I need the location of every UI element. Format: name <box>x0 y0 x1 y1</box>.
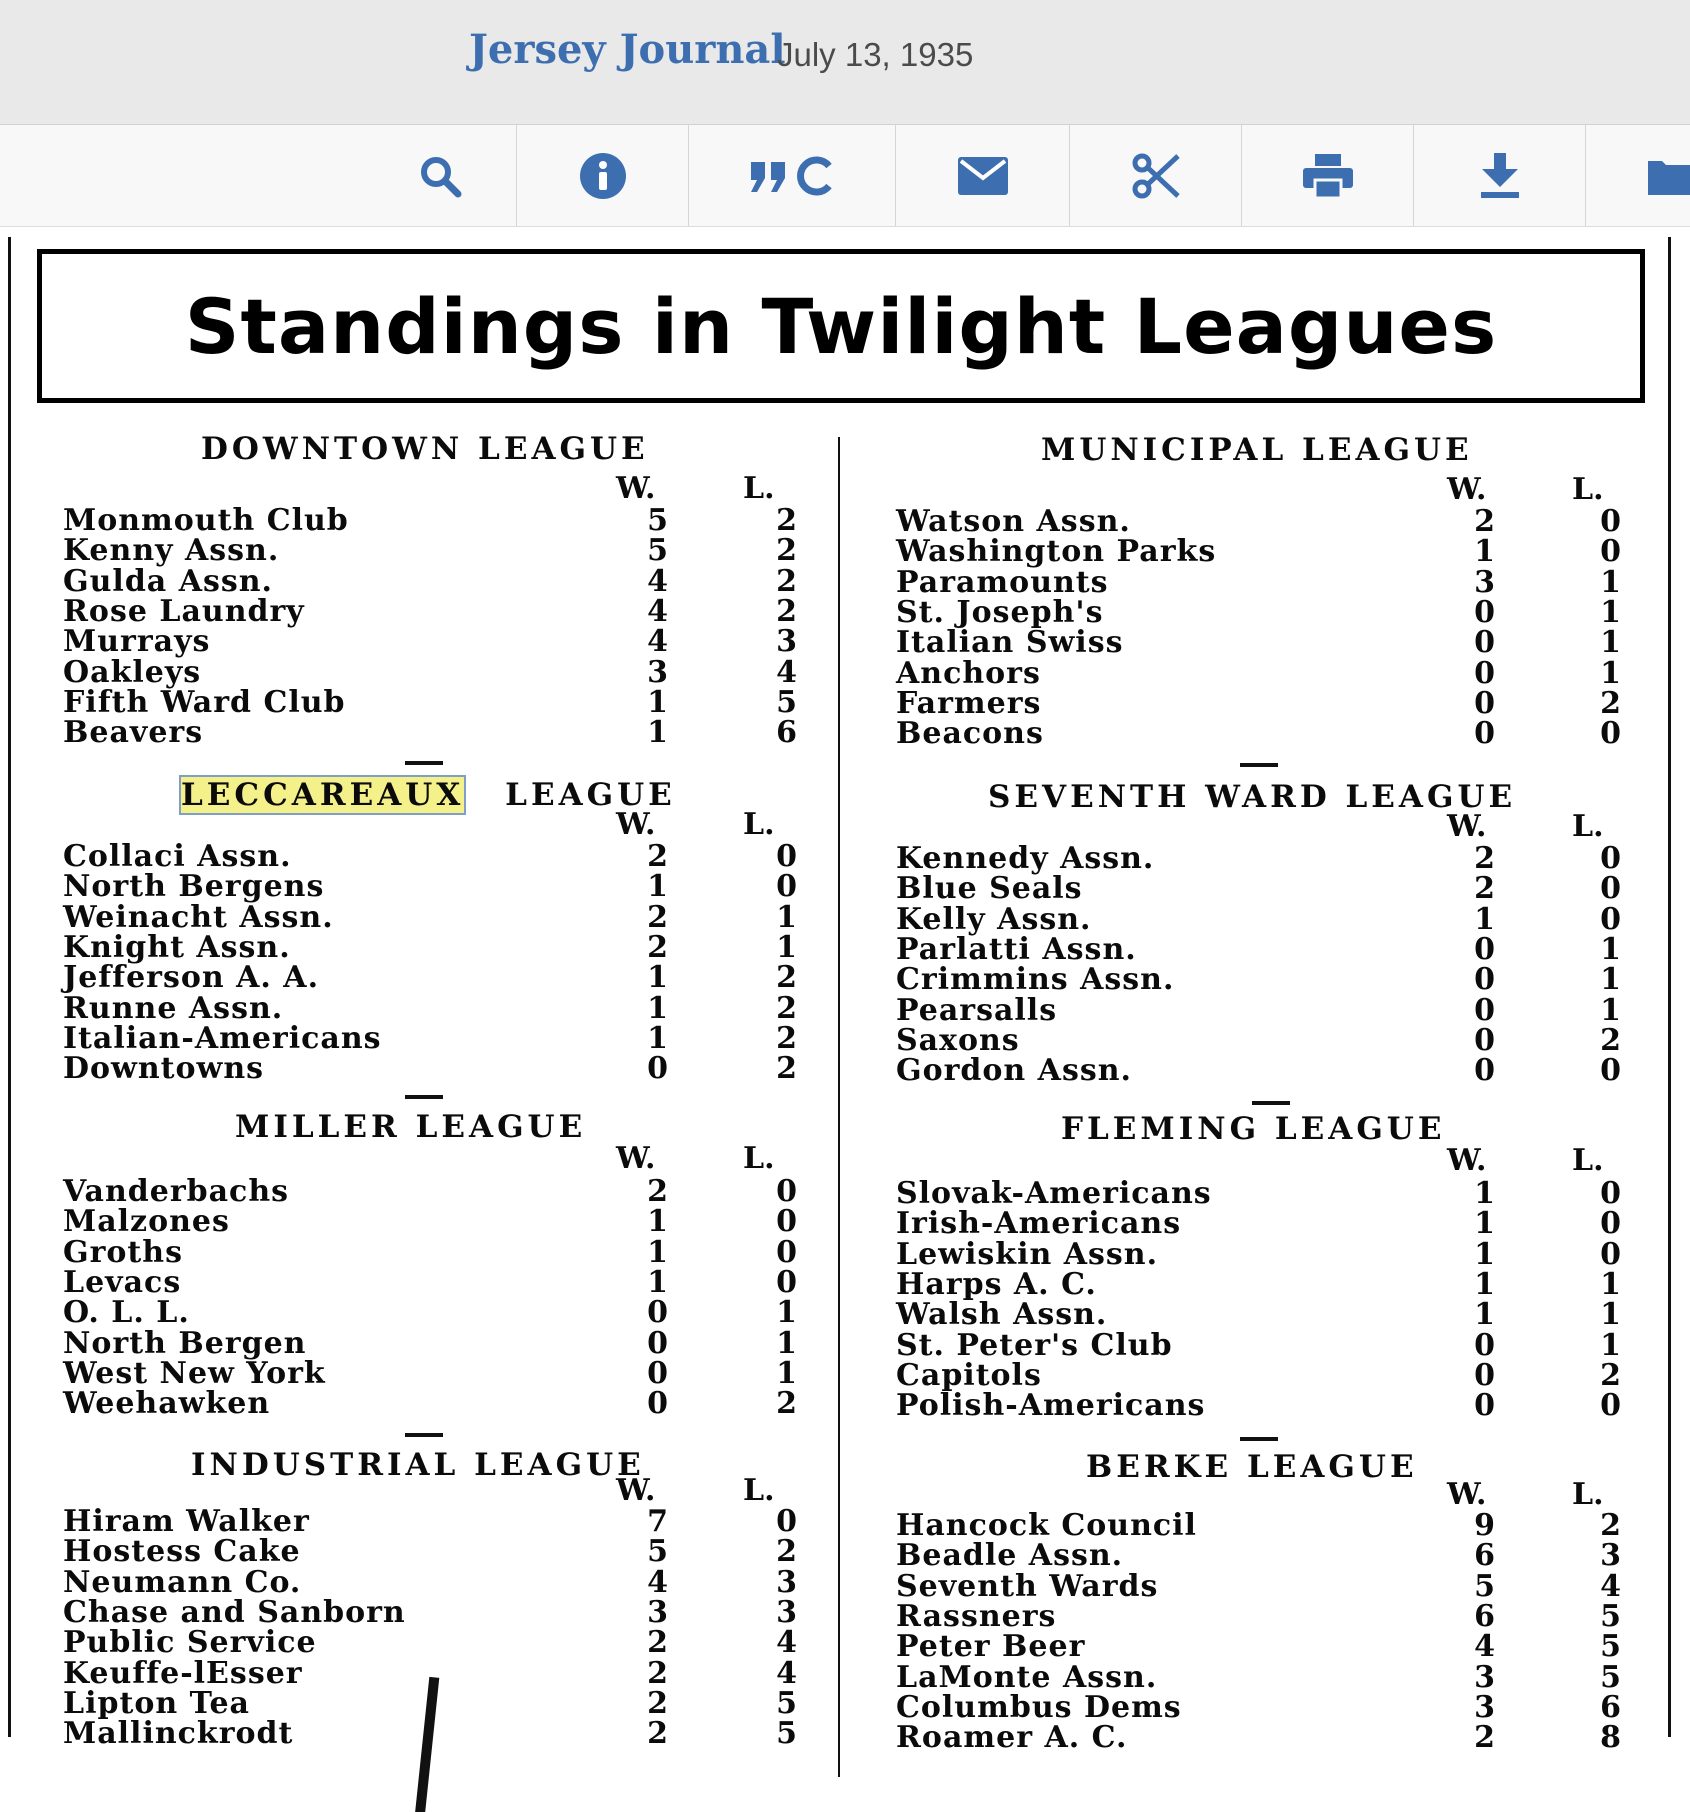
clip-button[interactable] <box>1070 125 1241 226</box>
losses-value: 3 <box>1600 1538 1622 1574</box>
wins-value: 2 <box>647 1174 669 1209</box>
viewer-toolbar <box>0 125 1690 227</box>
column-rule-left <box>8 237 11 1737</box>
league-heading: SEVENTH WARD LEAGUE <box>988 779 1517 815</box>
losses-value: 0 <box>776 1174 798 1209</box>
wins-value: 1 <box>1474 901 1496 937</box>
losses-value: 1 <box>776 899 798 935</box>
wins-value: 3 <box>647 654 669 690</box>
team-name: Kennedy Assn. <box>896 841 1155 876</box>
team-name: Saxons <box>896 1022 1020 1058</box>
losses-value: 0 <box>1600 1206 1622 1242</box>
losses-value: 2 <box>1600 1022 1622 1058</box>
team-name: Lewiskin Assn. <box>896 1236 1159 1272</box>
wins-value: 4 <box>647 563 669 599</box>
info-icon <box>579 152 627 200</box>
wins-value: 0 <box>647 1325 669 1361</box>
seventh-ward-league <box>896 779 1656 1099</box>
wins-value: 0 <box>1474 1053 1496 1089</box>
team-name: Hostess Cake <box>63 1534 301 1570</box>
league-heading: FLEMING LEAGUE <box>1061 1111 1446 1147</box>
losses-value: 3 <box>776 1594 798 1630</box>
municipal-league <box>896 432 1656 752</box>
losses-value: 2 <box>776 563 798 599</box>
team-name: Levacs <box>63 1264 182 1300</box>
wins-value: 1 <box>1474 1297 1496 1333</box>
team-name: Chase and Sanborn <box>63 1594 406 1630</box>
team-name: Pearsalls <box>896 992 1058 1028</box>
wins-value: 1 <box>1474 1236 1496 1272</box>
cite-icon <box>749 156 835 196</box>
wins-value: 4 <box>647 1564 669 1600</box>
team-name: Collaci Assn. <box>63 839 292 874</box>
wins-value: 1 <box>647 684 669 720</box>
separator-dash <box>1252 1101 1290 1105</box>
team-name: Rassners <box>896 1598 1057 1634</box>
wins-value: 3 <box>647 1594 669 1630</box>
team-name: Beadle Assn. <box>896 1538 1124 1574</box>
losses-value: 1 <box>1600 931 1622 967</box>
team-name: Downtowns <box>63 1051 265 1087</box>
wins-header: W. <box>616 807 656 842</box>
clip-icon <box>1132 152 1180 200</box>
wins-value: 3 <box>1474 1689 1496 1725</box>
wins-value: 2 <box>647 1625 669 1661</box>
downtown-league <box>63 431 803 751</box>
wins-value: 4 <box>647 593 669 629</box>
losses-header: L. <box>743 471 775 506</box>
losses-value: 6 <box>1600 1689 1622 1725</box>
separator-dash <box>405 1433 443 1437</box>
team-name: Murrays <box>63 624 211 660</box>
wins-value: 0 <box>1474 962 1496 998</box>
team-name: West New York <box>63 1355 326 1391</box>
wins-value: 0 <box>1474 625 1496 661</box>
wins-header: W. <box>1447 1477 1487 1512</box>
wins-header: W. <box>616 471 656 506</box>
losses-value: 0 <box>776 869 798 905</box>
wins-value: 5 <box>647 1534 669 1570</box>
separator-dash <box>1240 1437 1278 1441</box>
wins-value: 3 <box>1474 564 1496 600</box>
issue-date: July 13, 1935 <box>777 36 974 73</box>
losses-value: 0 <box>1600 901 1622 937</box>
team-name: Capitols <box>896 1357 1042 1393</box>
wins-value: 0 <box>1474 716 1496 752</box>
wins-value: 1 <box>647 1264 669 1300</box>
wins-value: 0 <box>1474 931 1496 967</box>
team-name: Weehawken <box>63 1386 271 1422</box>
team-name: Peter Beer <box>896 1629 1086 1665</box>
headline-box <box>37 249 1645 403</box>
folder-button[interactable] <box>1586 125 1690 226</box>
team-name: Hiram Walker <box>63 1504 310 1539</box>
losses-value: 2 <box>776 503 798 538</box>
wins-value: 2 <box>647 839 669 874</box>
print-button[interactable] <box>1242 125 1413 226</box>
wins-value: 1 <box>1474 534 1496 570</box>
losses-value: 4 <box>1600 1568 1622 1604</box>
losses-value: 2 <box>776 1051 798 1087</box>
separator-dash <box>405 1095 443 1099</box>
team-name: Public Service <box>63 1625 317 1661</box>
losses-value: 0 <box>776 1204 798 1240</box>
team-name: Harps A. C. <box>896 1266 1097 1302</box>
team-name: Gulda Assn. <box>63 563 273 599</box>
wins-value: 4 <box>647 624 669 660</box>
losses-value: 0 <box>776 1504 798 1539</box>
wins-value: 9 <box>1474 1508 1496 1543</box>
team-name: Anchors <box>896 655 1041 691</box>
team-name: Kelly Assn. <box>896 901 1092 937</box>
team-name: Mallinckrodt <box>63 1716 294 1752</box>
wins-value: 2 <box>1474 841 1496 876</box>
losses-header: L. <box>743 1473 775 1508</box>
team-name: Watson Assn. <box>896 504 1131 539</box>
wins-value: 0 <box>1474 655 1496 691</box>
wins-value: 3 <box>1474 1659 1496 1695</box>
league-heading: INDUSTRIAL LEAGUE <box>191 1447 645 1483</box>
team-name: Hancock Council <box>896 1508 1197 1543</box>
league-heading: BERKE LEAGUE <box>1086 1449 1418 1485</box>
team-name: Roamer A. C. <box>896 1720 1128 1756</box>
team-name: Keuffe-lEsser <box>63 1655 303 1691</box>
losses-value: 2 <box>1600 685 1622 721</box>
losses-value: 5 <box>1600 1598 1622 1634</box>
wins-value: 0 <box>1474 1327 1496 1363</box>
team-name: Irish-Americans <box>896 1206 1182 1242</box>
team-name: Vanderbachs <box>63 1174 290 1209</box>
team-name: St. Joseph's <box>896 594 1104 630</box>
losses-value: 0 <box>1600 841 1622 876</box>
search-highlight[interactable]: LECCAREAUX <box>181 777 465 813</box>
losses-value: 1 <box>1600 625 1622 661</box>
losses-value: 3 <box>776 624 798 660</box>
losses-value: 1 <box>776 1295 798 1331</box>
team-name: Farmers <box>896 685 1042 721</box>
team-name: Italian-Americans <box>63 1020 382 1056</box>
info-button[interactable] <box>517 125 688 226</box>
losses-header: L. <box>1572 1143 1604 1178</box>
losses-header: L. <box>1572 809 1604 844</box>
search-button[interactable] <box>365 125 515 226</box>
team-name: Walsh Assn. <box>896 1297 1108 1333</box>
losses-value: 1 <box>1600 1297 1622 1333</box>
wins-value: 4 <box>1474 1629 1496 1665</box>
losses-value: 1 <box>1600 564 1622 600</box>
losses-header: L. <box>743 1141 775 1176</box>
fleming-league <box>896 1111 1656 1431</box>
team-name: Parlatti Assn. <box>896 931 1137 967</box>
team-name: Malzones <box>63 1204 230 1240</box>
wins-value: 1 <box>647 990 669 1026</box>
newspaper-clipping <box>0 227 1690 1812</box>
separator-dash <box>405 761 443 765</box>
team-name: Weinacht Assn. <box>63 899 334 935</box>
team-name: Monmouth Club <box>63 503 349 538</box>
league-heading: DOWNTOWN LEAGUE <box>201 431 649 467</box>
cite-button[interactable] <box>689 125 895 226</box>
losses-value: 5 <box>776 1716 798 1752</box>
losses-value: 1 <box>1600 962 1622 998</box>
folder-icon <box>1648 157 1690 195</box>
print-icon <box>1303 154 1353 198</box>
losses-value: 2 <box>776 1534 798 1570</box>
losses-value: 3 <box>776 1564 798 1600</box>
losses-value: 0 <box>1600 1236 1622 1272</box>
wins-header: W. <box>616 1473 656 1508</box>
wins-value: 2 <box>1474 1720 1496 1756</box>
team-name: St. Peter's Club <box>896 1327 1173 1363</box>
losses-header: L. <box>743 807 775 842</box>
wins-value: 1 <box>647 1234 669 1270</box>
losses-value: 1 <box>776 929 798 965</box>
team-name: LaMonte Assn. <box>896 1659 1158 1695</box>
losses-value: 1 <box>1600 655 1622 691</box>
team-name: Slovak-Americans <box>896 1176 1212 1211</box>
losses-value: 2 <box>776 593 798 629</box>
team-name: Italian Swiss <box>896 625 1124 661</box>
losses-value: 0 <box>1600 871 1622 907</box>
wins-header: W. <box>1447 1143 1487 1178</box>
wins-value: 0 <box>1474 685 1496 721</box>
wins-value: 0 <box>647 1386 669 1422</box>
wins-value: 1 <box>1474 1266 1496 1302</box>
team-name: Gordon Assn. <box>896 1053 1132 1089</box>
wins-value: 1 <box>647 1204 669 1240</box>
team-name: Knight Assn. <box>63 929 291 965</box>
wins-value: 6 <box>1474 1598 1496 1634</box>
wins-value: 2 <box>647 929 669 965</box>
losses-value: 1 <box>776 1355 798 1391</box>
losses-value: 2 <box>776 990 798 1026</box>
wins-value: 0 <box>647 1051 669 1087</box>
wins-value: 0 <box>647 1355 669 1391</box>
miller-league <box>63 1109 803 1429</box>
team-name: Neumann Co. <box>63 1564 302 1600</box>
team-name: Oakleys <box>63 654 202 690</box>
team-name: Columbus Dems <box>896 1689 1182 1725</box>
league-heading: MILLER LEAGUE <box>235 1109 587 1145</box>
losses-header: L. <box>1572 1477 1604 1512</box>
losses-value: 0 <box>1600 1388 1622 1424</box>
wins-value: 0 <box>1474 1388 1496 1424</box>
team-name: North Bergens <box>63 869 325 905</box>
team-name: Jefferson A. A. <box>63 960 320 996</box>
league-heading: LECCAREAUX LEAGUE <box>181 777 676 813</box>
team-name: Polish-Americans <box>896 1388 1206 1424</box>
losses-value: 0 <box>776 1234 798 1270</box>
losses-value: 0 <box>1600 534 1622 570</box>
losses-value: 2 <box>1600 1508 1622 1543</box>
wins-value: 5 <box>647 533 669 569</box>
mail-icon <box>958 157 1008 195</box>
wins-value: 6 <box>1474 1538 1496 1574</box>
viewer-header <box>0 0 1690 125</box>
wins-value: 7 <box>647 1504 669 1539</box>
losses-value: 8 <box>1600 1720 1622 1756</box>
team-name: Beacons <box>896 716 1044 752</box>
losses-value: 5 <box>776 684 798 720</box>
losses-value: 0 <box>1600 1176 1622 1211</box>
losses-value: 6 <box>776 715 798 751</box>
team-name: Runne Assn. <box>63 990 284 1026</box>
wins-value: 5 <box>647 503 669 538</box>
wins-value: 0 <box>647 1295 669 1331</box>
wins-value: 0 <box>1474 1022 1496 1058</box>
wins-value: 0 <box>1474 992 1496 1028</box>
losses-value: 2 <box>776 960 798 996</box>
losses-value: 1 <box>776 1325 798 1361</box>
team-name: Fifth Ward Club <box>63 684 346 720</box>
losses-value: 0 <box>1600 504 1622 539</box>
wins-value: 1 <box>647 715 669 751</box>
wins-value: 2 <box>1474 504 1496 539</box>
team-name: Paramounts <box>896 564 1109 600</box>
losses-value: 4 <box>776 654 798 690</box>
losses-value: 0 <box>1600 1053 1622 1089</box>
wins-value: 1 <box>1474 1176 1496 1211</box>
wins-value: 0 <box>1474 594 1496 630</box>
berke-league <box>896 1449 1656 1769</box>
losses-value: 2 <box>1600 1357 1622 1393</box>
email-button[interactable] <box>896 125 1069 226</box>
losses-value: 1 <box>1600 594 1622 630</box>
team-name: O. L. L. <box>63 1295 190 1331</box>
column-rule-right <box>1668 237 1671 1737</box>
wins-value: 1 <box>647 1020 669 1056</box>
losses-value: 0 <box>776 1264 798 1300</box>
losses-value: 1 <box>1600 992 1622 1028</box>
team-name: Beavers <box>63 715 204 751</box>
team-name: Groths <box>63 1234 183 1270</box>
wins-value: 1 <box>1474 1206 1496 1242</box>
losses-value: 0 <box>776 839 798 874</box>
wins-value: 1 <box>647 960 669 996</box>
team-name: Lipton Tea <box>63 1685 250 1721</box>
download-icon <box>1479 153 1521 199</box>
headline: Standings in Twilight Leagues <box>184 281 1498 371</box>
wins-value: 2 <box>647 899 669 935</box>
losses-value: 0 <box>1600 716 1622 752</box>
league-heading: MUNICIPAL LEAGUE <box>1041 432 1473 468</box>
team-name: North Bergen <box>63 1325 307 1361</box>
team-name: Rose Laundry <box>63 593 305 629</box>
losses-value: 1 <box>1600 1266 1622 1302</box>
losses-value: 2 <box>776 1386 798 1422</box>
losses-header: L. <box>1572 472 1604 507</box>
wins-value: 2 <box>647 1655 669 1691</box>
team-name: Seventh Wards <box>896 1568 1159 1604</box>
team-name: Crimmins Assn. <box>896 962 1175 998</box>
publication-title[interactable]: Jersey Journal <box>469 26 786 73</box>
wins-value: 2 <box>647 1685 669 1721</box>
wins-value: 2 <box>647 1716 669 1752</box>
losses-value: 4 <box>776 1625 798 1661</box>
wins-header: W. <box>616 1141 656 1176</box>
column-rule-center <box>838 437 840 1777</box>
separator-dash <box>1240 763 1278 767</box>
team-name: Kenny Assn. <box>63 533 280 569</box>
losses-value: 4 <box>776 1655 798 1691</box>
download-button[interactable] <box>1414 125 1585 226</box>
losses-value: 5 <box>776 1685 798 1721</box>
wins-value: 0 <box>1474 1357 1496 1393</box>
wins-value: 2 <box>1474 871 1496 907</box>
losses-value: 5 <box>1600 1629 1622 1665</box>
leccareaux-league <box>63 777 803 1097</box>
wins-value: 1 <box>647 869 669 905</box>
wins-header: W. <box>1447 809 1487 844</box>
losses-value: 1 <box>1600 1327 1622 1363</box>
losses-value: 5 <box>1600 1659 1622 1695</box>
team-name: Washington Parks <box>896 534 1217 570</box>
losses-value: 2 <box>776 1020 798 1056</box>
wins-header: W. <box>1447 472 1487 507</box>
search-icon <box>418 154 462 198</box>
wins-value: 5 <box>1474 1568 1496 1604</box>
losses-value: 2 <box>776 533 798 569</box>
team-name: Blue Seals <box>896 871 1083 907</box>
